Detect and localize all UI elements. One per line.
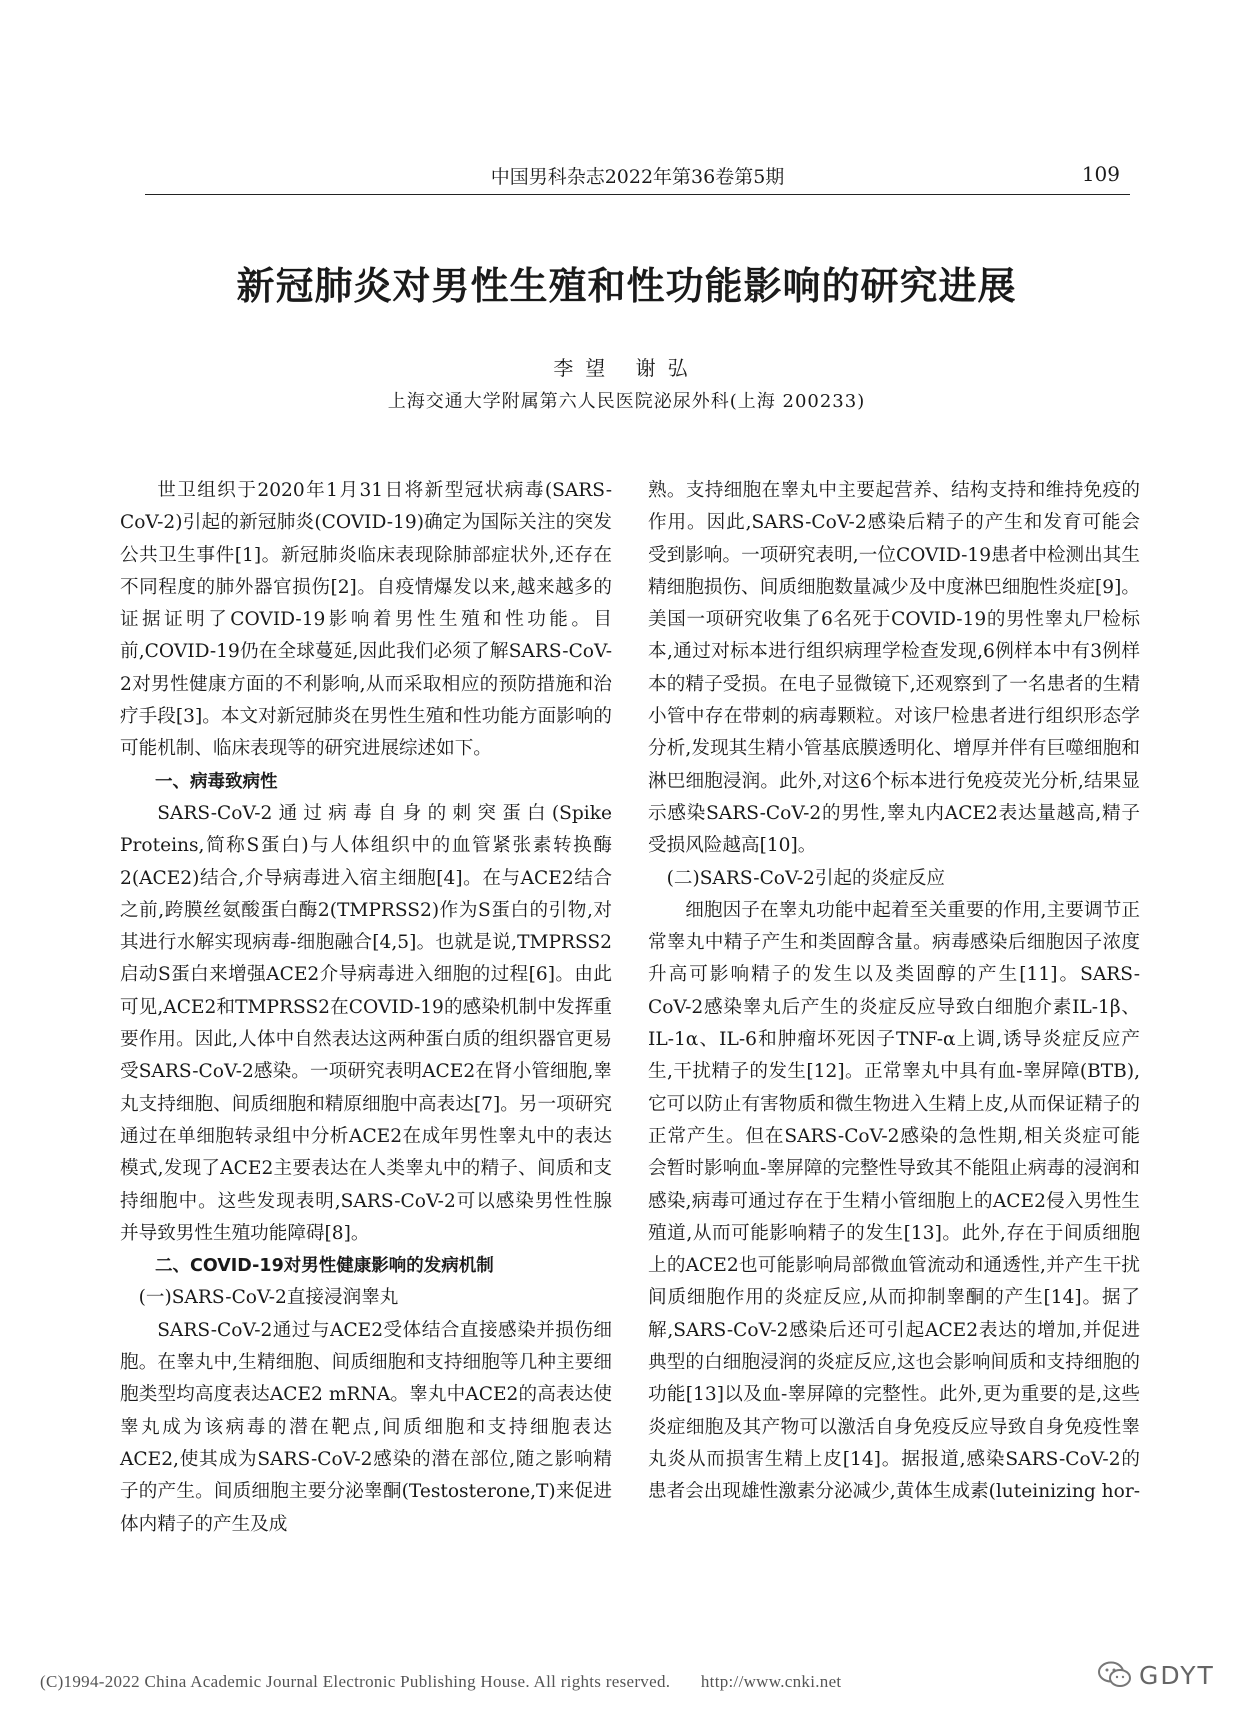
wechat-icon — [1097, 1660, 1133, 1690]
subsection-heading: (二)SARS-CoV-2引起的炎症反应 — [666, 867, 945, 889]
paragraph: 熟。支持细胞在睾丸中主要起营养、结构支持和维持免疫的作用。因此,SARS-CoV-2感染后精子的产生和发育可能会受到影响。一项研究表明,一位COVID-19患者中检测出其生精细胞损伤、间质细胞数量减少及中度淋巴细胞性炎症[9]。美国一项研究收集了6名死于COVID-19的男性睾丸尸检标本,通过对标本进行组织病理学检查发现,6例样本中有3例样本的精子受损。在电子显微镜下,还观察到了一名患者的生精小管中存在带刺的病毒颗粒。对该尸检患者进行组织形态学分析,发现其生精小管基底膜透明化、增厚并伴有巨噬细胞和淋巴细胞浸润。此外,对这6个标本进行免疫荧光分析,结果显示感染SARS-CoV-2的男性,睾丸内ACE2表达量越高,精子受损风险越高[10]。 — [648, 480, 1140, 857]
journal-name: 中国男科杂志2022年第36卷第5期 — [490, 166, 785, 188]
section-heading: 一、病毒致病性 — [155, 771, 278, 792]
paragraph: 细胞因子在睾丸功能中起着至关重要的作用,主要调节正常睾丸中精子产生和类固醇含量。病毒感染后细胞因子浓度升高可影响精子的发生以及类固醇的产生[11]。SARS-CoV-2感染睾丸后产生的炎症反应导致白细胞介素IL-1β、IL-1α、IL-6和肿瘤坏死因子TNF-α上调,诱导炎症反应产生,干扰精子的发生[12]。正常睾丸中具有血-睾屏障(BTB),它可以防止有害物质和微生物进入生精上皮,从而保证精子的正常产生。但在SARS-CoV-2感染的急性期,相关炎症可能会暂时影响血-睾屏障的完整性导致其不能阻止病毒的浸润和感染,病毒可通过存在于生精小管细胞上的ACE2侵入男性生殖道,从而可能影响精子的发生[13]。此外,存在于间质细胞上的ACE2也可能影响局部微血管流动和通透性,并产生干扰间质细胞作用的炎症反应,从而抑制睾酮的产生[14]。据了解,SARS-CoV-2感染后还可引起ACE2表达的增加,并促进典型的白细胞浸润的炎症反应,这也会影响间质和支持细胞的功能[13]以及血-睾屏障的完整性。此外,更为重要的是,这些炎症细胞及其产物可以激活自身免疫反应导致自身免疫性睾丸炎从而损害生精上皮[14]。据报道,感染SARS-CoV-2的患者会出现雄性激素分泌减少,黄体生成素(luteinizing hor- — [648, 899, 1140, 1503]
page-number: 109 — [1081, 162, 1120, 186]
paragraph: SARS-CoV-2通过病毒自身的刺突蛋白(Spike Proteins,简称S蛋白)与人体组织中的血管紧张素转换酶2(ACE2)结合,介导病毒进入宿主细胞[4]。在与ACE2结合之前,跨膜丝氨酸蛋白酶2(TMPRSS2)作为S蛋白的引物,对其进行水解实现病毒-细胞融合[4,5]。也就是说,TMPRSS2启动S蛋白来增强ACE2介导病毒进入细胞的过程[6]。由此可见,ACE2和TMPRSS2在COVID-19的感染机制中发挥重要作用。因此,人体中自然表达这两种蛋白质的组织器官更易受SARS-CoV-2感染。一项研究表明ACE2在肾小管细胞,睾丸支持细胞、间质细胞和精原细胞中高表达[7]。另一项研究通过在单细胞转录组中分析ACE2在成年男性睾丸中的表达模式,发现了ACE2主要表达在人类睾丸中的精子、间质和支持细胞中。这些发现表明,SARS-CoV-2可以感染男性性腺并导致男性生殖功能障碍[8]。 — [120, 802, 612, 1244]
subsection-heading: (一)SARS-CoV-2直接浸润睾丸 — [138, 1287, 399, 1309]
watermark-text: GDYT — [1139, 1660, 1215, 1690]
watermark-logo — [1097, 1660, 1215, 1690]
cnki-link[interactable]: http://www.cnki.net — [700, 1672, 842, 1691]
paragraph: 世卫组织于2020年1月31日将新型冠状病毒(SARS-CoV-2)引起的新冠肺炎(COVID-19)确定为国际关注的突发公共卫生事件[1]。新冠肺炎临床表现除肺部症状外,还存在不同程度的肺外器官损伤[2]。自疫情爆发以来,越来越多的证据证明了COVID-19影响着男性生殖和性功能。目前,COVID-19仍在全球蔓延,因此我们必须了解SARS-CoV-2对男性健康方面的不利影响,从而采取相应的预防措施和治疗手段[3]。本文对新冠肺炎在男性生殖和性功能方面影响的可能机制、临床表现等的研究进展综述如下。 — [120, 480, 612, 760]
left-column — [120, 475, 612, 1541]
authors: 李望 谢弘 — [553, 356, 700, 380]
copyright-footer — [40, 1672, 841, 1692]
section-heading: 二、COVID-19对男性健康影响的发病机制 — [155, 1256, 494, 1277]
right-column — [648, 475, 1140, 1509]
article-title: 新冠肺炎对男性生殖和性功能影响的研究进展 — [236, 264, 1017, 308]
running-header — [145, 160, 1130, 195]
copyright-text: (C)1994-2022 China Academic Journal Electronic Publishing House. All rights reserved. — [40, 1672, 671, 1691]
paragraph: SARS-CoV-2通过与ACE2受体结合直接感染并损伤细胞。在睾丸中,生精细胞、间质细胞和支持细胞等几种主要细胞类型均高度表达ACE2 mRNA。睾丸中ACE2的高表达使睾丸成为该病毒的潜在靶点,间质细胞和支持细胞表达ACE2,使其成为SARS-CoV-2感染的潜在部位,随之影响精子的产生。间质细胞主要分泌睾酮(Testosterone,T)来促进体内精子的产生及成 — [120, 1319, 612, 1535]
affiliation: 上海交通大学附属第六人民医院泌尿外科(上海 200233) — [387, 391, 866, 412]
